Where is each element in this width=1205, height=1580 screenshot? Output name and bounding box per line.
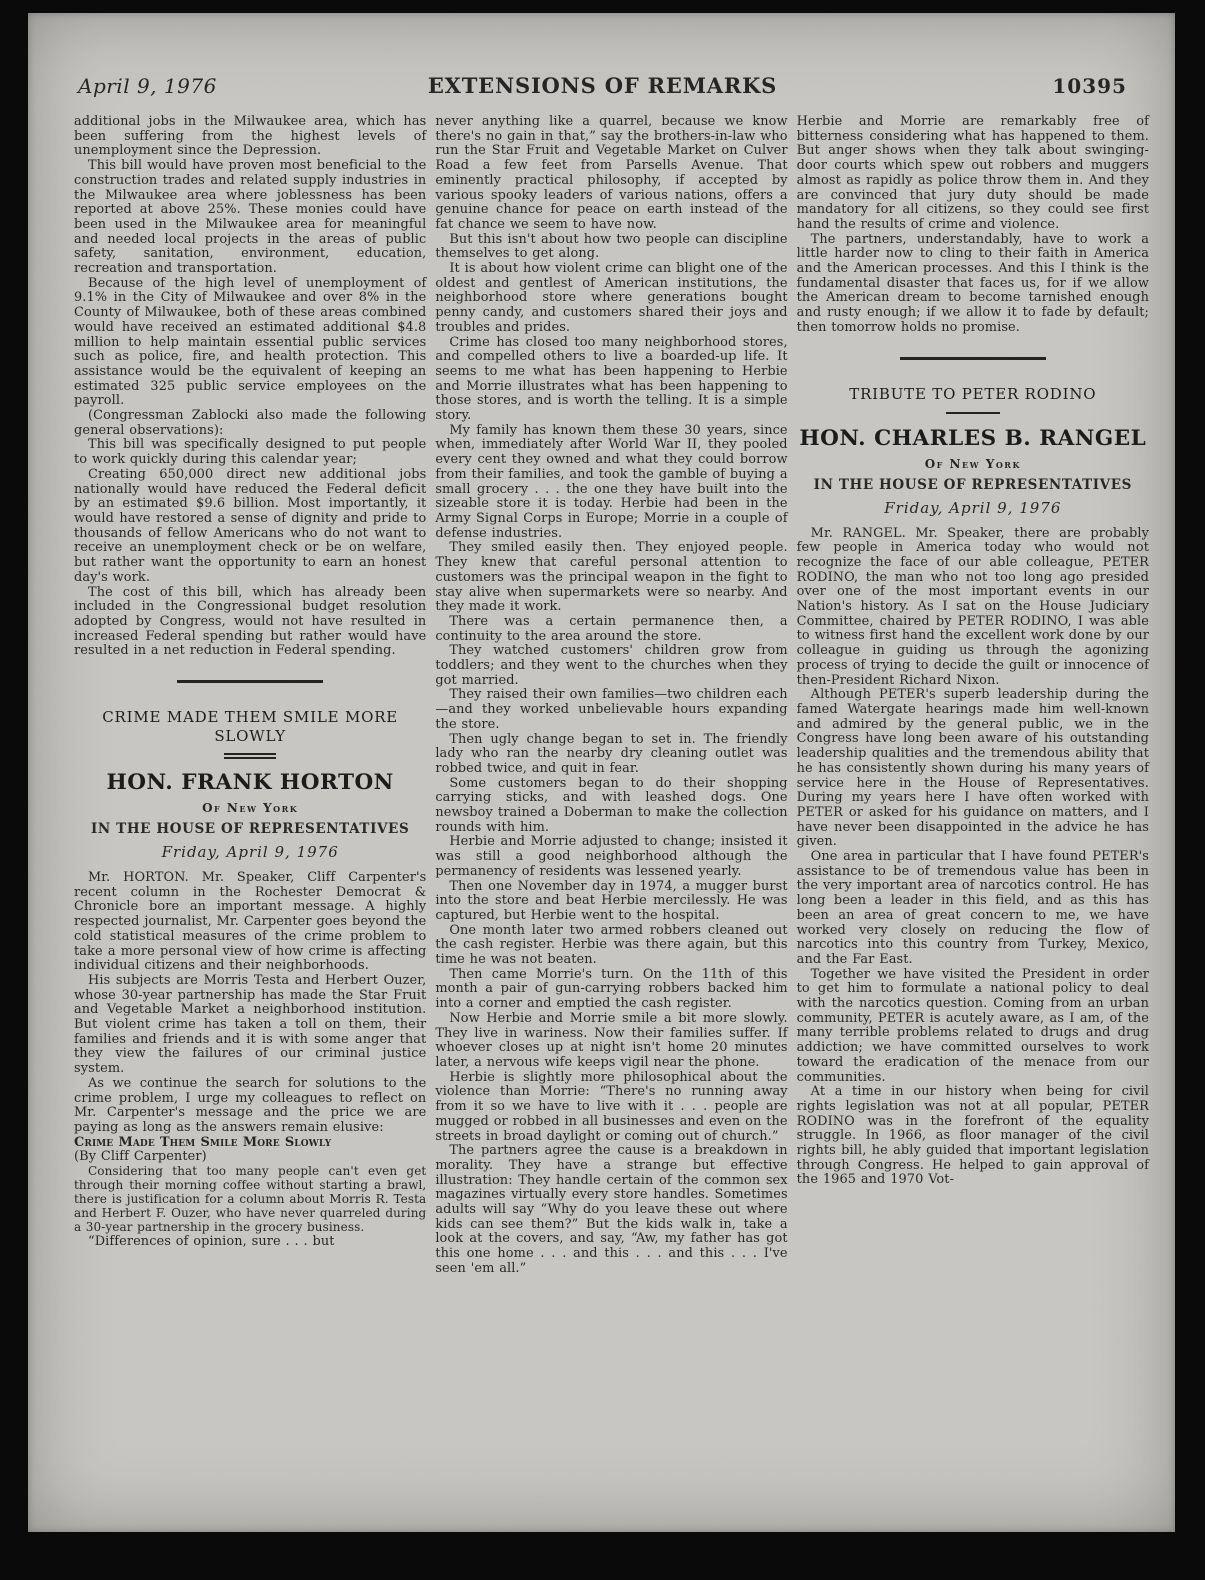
paragraph: They smiled easily then. They enjoyed people. They knew that careful personal attention to customers was the principal weapon in the fight to stay alive when supermarkets were so nearby. And they made it work.: [435, 540, 788, 615]
paragraph: Mr. RANGEL. Mr. Speaker, there are probably few people in America today who would not recognize the face of our able colleague, PETER RODINO, the man who not too long ago presided over one of the most important events in our Nation's history. As I sat on the House Judiciary Committee, chaired by PETER RODINO, I was able to witness first hand the excellent work done by our colleague in guiding us through the agonizing process of trying to decide the guilt or innocence of then-President Richard Nixon.: [796, 525, 1149, 688]
paragraph: Mr. HORTON. Mr. Speaker, Cliff Carpenter's recent column in the Rochester Democrat & Chronicle bore an important message. A highly respected journalist, Mr. Carpenter goes beyond the cold statistical measures of the crime problem to take a more personal view of how crime is affecting individual citizens and their neighborhoods.: [74, 870, 427, 974]
paragraph: never anything like a quarrel, because we know there's no gain in that,” say the brothers-in-law who run the Star Fruit and Vegetable Market on Culver Road a few feet from Parsells Avenue. That eminently practical philosophy, if accepted by various spooky leaders of various nations, offers a genuine chance for peace on earth instead of the fat chance we seem to have now.: [435, 114, 788, 232]
paragraph: But this isn't about how two people can discipline themselves to get along.: [435, 231, 788, 262]
paragraph: My family has known them these 30 years, since when, immediately after World War II, they pooled every cent they owned and what they could borrow from their families, and took the gamble of buying a small grocery . . . the one they have built into the sizeable store it is today. Herbie had been in the Army Signal Corps in Europe; Morrie in a couple of defense industries.: [435, 422, 788, 541]
page-title: EXTENSIONS OF REMARKS: [427, 73, 778, 98]
chamber-line: IN THE HOUSE OF REPRESENTATIVES: [813, 476, 1132, 493]
title-rule: [946, 412, 1000, 414]
paragraph: This bill would have proven most beneficial to the construction trades and related supply industries in the Milwaukee area where joblessness has been reported at above 25%. These monies could have been used in the Milwaukee area for meaningful and needed local projects in the areas of public safety, sanitation, environment, education, recreation and transportation.: [74, 158, 427, 277]
article-divider: [900, 357, 1046, 360]
paragraph: Together we have visited the President in order to get him to formulate a national policy to deal with the narcotics question. Coming from an urban community, PETER is acutely aware, as I am, of the many terrible problems related to drugs and drug addiction; we have committed ourselves to work toward the eradication of the menace from our communities.: [796, 966, 1149, 1085]
paragraph: Then came Morrie's turn. On the 11th of this month a pair of gun-carrying robbers backed him into a corner and emptied the cash register.: [435, 966, 788, 1012]
paragraph: Then one November day in 1974, a mugger burst into the store and beat Herbie mercilessly. He was captured, but Herbie went to the hospital.: [435, 878, 788, 923]
paragraph: They raised their own families—two children each—and they worked unbelievable hours expanding the store.: [435, 687, 788, 732]
article-subheading: Crime Made Them Smile More Slowly: [74, 1134, 332, 1150]
column-3: [797, 115, 1149, 1277]
paragraph: It is about how violent crime can blight one of the oldest and gentlest of American institutions, the neighborhood store where generations bought penny candy, and customers shared their joys and troubles and prides.: [435, 261, 788, 335]
paragraph: Considering that too many people can't even get through their morning coffee without starting a brawl, there is justification for a column about Morris R. Testa and Herbert F. Ouzer, who have never quarreled during a 30-year partnership in the grocery business.: [74, 1164, 427, 1234]
paragraph: (Congressman Zablocki also made the following general observations):: [74, 408, 427, 438]
speech-date: Friday, April 9, 1976: [884, 498, 1062, 517]
speech-date: Friday, April 9, 1976: [161, 843, 339, 862]
paper-sheet: [28, 13, 1175, 1532]
paragraph: Although PETER's superb leadership during the famed Watergate hearings made him well-known and admired by the general public, we in the Congress have long been aware of his outstanding leadership qualities and the tremendous ability that he has consistently shown during his many years of service here in the House of Representatives. During my years here I have often worked with PETER or asked for his guidance on matters, and I have never been disappointed in the advice he has given.: [796, 687, 1149, 850]
paragraph: At a time in our history when being for civil rights legislation was not at all popular, PETER RODINO was in the forefront of the equality struggle. In 1966, as floor manager of the civil rights bill, he ably guided that important legislation through Congress. He helped to gain approval of the 1965 and 1970 Vot-: [796, 1084, 1149, 1188]
header-date: April 9, 1976: [78, 74, 217, 98]
paragraph: The partners, understandably, have to work a little harder now to cling to their faith in America and the American processes. And this I think is the fundamental disaster that faces us, for if we allow the American dream to become tarnished enough and rusty enough; if we allow it to fade by default; then tomorrow holds no promise.: [796, 231, 1149, 335]
article-title: TRIBUTE TO PETER RODINO: [849, 384, 1097, 403]
speaker-state: Of New York: [924, 456, 1021, 471]
paragraph: Because of the high level of unemployment of 9.1% in the City of Milwaukee and over 8% in the County of Milwaukee, both of these areas combined would have received an estimated additional $4.8 million to help maintain essential public services such as police, fire, and health protection. This assistance would be the equivalent of keeping an estimated 325 public service employees on the payroll.: [74, 275, 427, 409]
article-title: CRIME MADE THEM SMILE MORE SLOWLY: [102, 708, 399, 746]
paragraph: additional jobs in the Milwaukee area, which has been suffering from the highest levels of unemployment since the Depression.: [74, 114, 427, 159]
paragraph: One area in particular that I have found PETER's assistance to be of tremendous value has been in the very important area of narcotics control. He has long been a leader in this field, and as this has been an area of great concern to me, we have worked very closely on reducing the flow of narcotics into this country from Turkey, Mexico, and the Far East.: [796, 849, 1149, 967]
paragraph: His subjects are Morris Testa and Herbert Ouzer, whose 30-year partnership has made the Star Fruit and Vegetable Market a neighborhood institution. But violent crime has taken a toll on them, their families and friends and it is with some anger that they view the failures of our criminal justice system.: [74, 972, 427, 1077]
column-1: [74, 115, 426, 1277]
speaker-name: HON. FRANK HORTON: [106, 770, 394, 796]
speaker-name: HON. CHARLES B. RANGEL: [799, 425, 1147, 451]
paragraph: Herbie and Morrie adjusted to change; insisted it was still a good neighborhood although the permanency of residents was lessened yearly.: [435, 834, 788, 879]
paragraph: The cost of this bill, which has already been included in the Congressional budget resolution adopted by Congress, would not have resulted in increased Federal spending but rather would have resulted in a net reduction in Federal spending.: [74, 584, 427, 659]
paragraph: There was a certain permanence then, a continuity to the area around the store.: [435, 613, 788, 644]
paragraph: The partners agree the cause is a breakdown in morality. They have a strange but effective illustration: They handle certain of the common sex magazines virtually every store handles. Sometimes adults will say “Why do you leave these out where kids can see them?” But the kids walk in, take a look at the covers, and say, “Aw, my father has got this one home . . . and this . . . and this . . . I've seen 'em all.”: [435, 1143, 788, 1276]
paragraph: Creating 650,000 direct new additional jobs nationally would have reduced the Federal deficit by an estimated $9.6 billion. Most importantly, it would have restored a sense of dignity and pride to thousands of fellow Americans who do not want to receive an unemployment check or be on welfare, but rather want the opportunity to earn an honest day's work.: [74, 466, 427, 585]
paragraph: As we continue the search for solutions to the crime problem, I urge my colleagues to reflect on Mr. Carpenter's message and the price we are paying as long as the answers remain elusive:: [74, 1075, 427, 1135]
page-number: 10395: [1052, 74, 1127, 98]
paragraph: One month later two armed robbers cleaned out the cash register. Herbie was there again, but this time he was not beaten.: [435, 922, 788, 968]
paragraph: Herbie and Morrie are remarkably free of bitterness considering what has happened to them. But anger shows when they talk about swinging-door courts which spew out robbers and muggers almost as rapidly as police throw them in. And they are convinced that jury duty should be made mandatory for all citizens, so they could see first hand the results of crime and violence.: [796, 114, 1149, 232]
byline: (By Cliff Carpenter): [74, 1149, 207, 1165]
page-header: [28, 13, 1175, 98]
column-2: [435, 115, 787, 1277]
paragraph: Some customers began to do their shopping carrying sticks, and with leashed dogs. One newsboy trained a Doberman to make the collection rounds with him.: [435, 775, 788, 835]
paragraph: They watched customers' children grow from toddlers; and they went to the churches when they got married.: [435, 643, 788, 688]
paragraph: Crime has closed too many neighborhood stores, and compelled others to live a boarded-up life. It seems to me what has been happening to Herbie and Morrie illustrates what has been happening to those stores, and is worth the telling. It is a simple story.: [435, 334, 788, 424]
paragraph: Herbie is slightly more philosophical about the violence than Morrie: “There's no running away from it so we have to live with it . . . people are mugged or robbed in all businesses and even on the streets in broad daylight or coming out of church.”: [435, 1069, 788, 1144]
chamber-line: IN THE HOUSE OF REPRESENTATIVES: [91, 821, 410, 838]
article-divider: [177, 680, 323, 683]
text-columns: [28, 98, 1175, 1277]
paragraph: Then ugly change began to set in. The friendly lady who ran the nearby dry cleaning outlet was robbed twice, and quit in fear.: [435, 731, 788, 776]
title-rule: [224, 753, 276, 759]
paragraph: Now Herbie and Morrie smile a bit more slowly. They live in wariness. Now their families suffer. If whoever closes up at night isn't home 20 minutes later, a nervous wife keeps vigil near the phone.: [435, 1010, 788, 1070]
speaker-state: Of New York: [202, 801, 299, 816]
paragraph: This bill was specifically designed to put people to work quickly during this calendar year;: [74, 437, 427, 468]
paragraph: “Differences of opinion, sure . . . but: [88, 1233, 335, 1249]
